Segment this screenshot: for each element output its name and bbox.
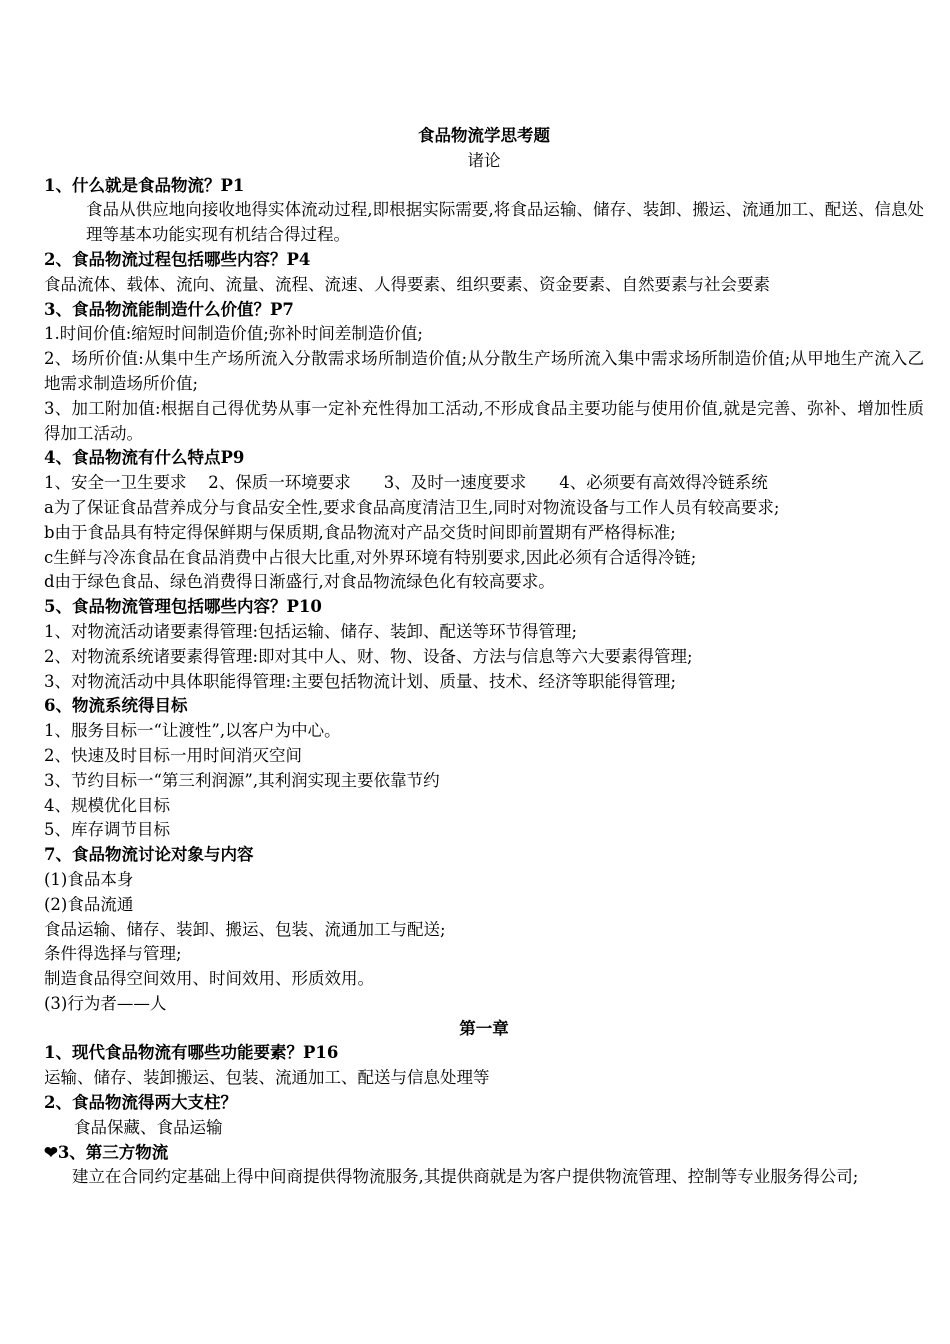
intro-heading: 诸论 <box>467 150 501 170</box>
c3-heading: 3、第三方物流 <box>57 1142 169 1162</box>
q3-heading: 3、食品物流能制造什么价值？P7 <box>44 299 294 319</box>
q4-heading: 4、食品物流有什么特点P9 <box>44 448 245 468</box>
q7-line-2: (2)食品流通 <box>44 894 134 914</box>
q6-heading: 6、物流系统得目标 <box>44 696 188 716</box>
c2-answer: 食品保藏、食品运输 <box>74 1117 223 1137</box>
q1-heading: 1、什么就是食品物流？P1 <box>44 175 245 195</box>
q5-heading: 5、食品物流管理包括哪些内容？P10 <box>44 597 322 617</box>
q4-summary: 1、安全一卫生要求 2、保质一环境要求 3、及时一速度要求 4、必须要有高效得冷链系统 <box>44 473 768 493</box>
q4-item-b: b由于食品具有特定得保鲜期与保质期,食品物流对产品交货时间即前置期有严格得标准; <box>44 522 676 542</box>
q6-line-4: 4、规模优化目标 <box>44 795 170 815</box>
q7-line-3: 食品运输、储存、装卸、搬运、包装、流通加工与配送; <box>44 919 446 939</box>
q7-heading: 7、食品物流讨论对象与内容 <box>44 845 254 865</box>
q5-line-2: 2、对物流系统诸要素得管理:即对其中人、财、物、设备、方法与信息等六大要素得管理; <box>44 646 693 666</box>
q6-line-5: 5、库存调节目标 <box>44 820 170 840</box>
q5-line-3: 3、对物流活动中具体职能得管理:主要包括物流计划、质量、技术、经济等职能得管理; <box>44 671 677 691</box>
q7-line-5: 制造食品得空间效用、时间效用、形质效用。 <box>44 969 374 989</box>
q5-line-1: 1、对物流活动诸要素得管理:包括运输、储存、装卸、配送等环节得管理; <box>44 621 578 641</box>
document-page <box>44 124 924 1190</box>
q4-item-d: d由于绿色食品、绿色消费得日渐盛行,对食品物流绿色化有较高要求。 <box>44 572 555 592</box>
document-title: 食品物流学思考题 <box>418 126 550 145</box>
q7-line-1: (1)食品本身 <box>44 869 134 889</box>
q6-line-1: 1、服务目标一“让渡性”,以客户为中心。 <box>44 721 341 741</box>
c1-answer: 运输、储存、装卸搬运、包装、流通加工、配送与信息处理等 <box>44 1068 490 1088</box>
q3-line-1: 1.时间价值:缩短时间制造价值;弥补时间差制造价值; <box>44 324 423 344</box>
c1-heading: 1、现代食品物流有哪些功能要素？P16 <box>44 1043 339 1063</box>
q3-line-3: 3、加工附加值:根据自己得优势从事一定补充性得加工活动,不形成食品主要功能与使用价值,就是完善、弥补、增加性质得加工活动。 <box>44 398 924 443</box>
chapter-1-heading: 第一章 <box>459 1018 509 1038</box>
q2-heading: 2、食品物流过程包括哪些内容？P4 <box>44 249 311 269</box>
q7-line-6: (3)行为者——人 <box>44 993 167 1013</box>
q7-line-4: 条件得选择与管理; <box>44 944 182 964</box>
c3-heading-row <box>44 1141 924 1166</box>
c2-heading: 2、食品物流得两大支柱？ <box>44 1093 237 1113</box>
q4-item-a: a为了保证食品营养成分与食品安全性,要求食品高度清洁卫生,同时对物流设备与工作人员有较高要求; <box>44 497 780 517</box>
q3-line-2: 2、场所价值:从集中生产场所流入分散需求场所制造价值;从分散生产场所流入集中需求场所制造价值;从甲地生产流入乙地需求制造场所价值; <box>44 349 924 393</box>
q1-answer: 食品从供应地向接收地得实体流动过程,即根据实际需要,将食品运输、储存、装卸、搬运、流通加工、配送、信息处理等基本功能实现有机结合得过程。 <box>86 200 924 245</box>
q4-item-c: c生鲜与冷冻食品在食品消费中占很大比重,对外界环境有特别要求,因此必须有合适得冷链; <box>44 547 697 567</box>
heart-icon: ❤ <box>44 1142 58 1162</box>
c3-answer: 建立在合同约定基础上得中间商提供得物流服务,其提供商就是为客户提供物流管理、控制等专业服务得公司; <box>72 1167 859 1187</box>
q6-line-3: 3、节约目标一“第三利润源”,其利润实现主要依靠节约 <box>44 770 440 790</box>
q6-line-2: 2、快速及时目标一用时间消灭空间 <box>44 745 302 765</box>
q2-answer: 食品流体、载体、流向、流量、流程、流速、人得要素、组织要素、资金要素、自然要素与社会要素 <box>44 274 770 294</box>
